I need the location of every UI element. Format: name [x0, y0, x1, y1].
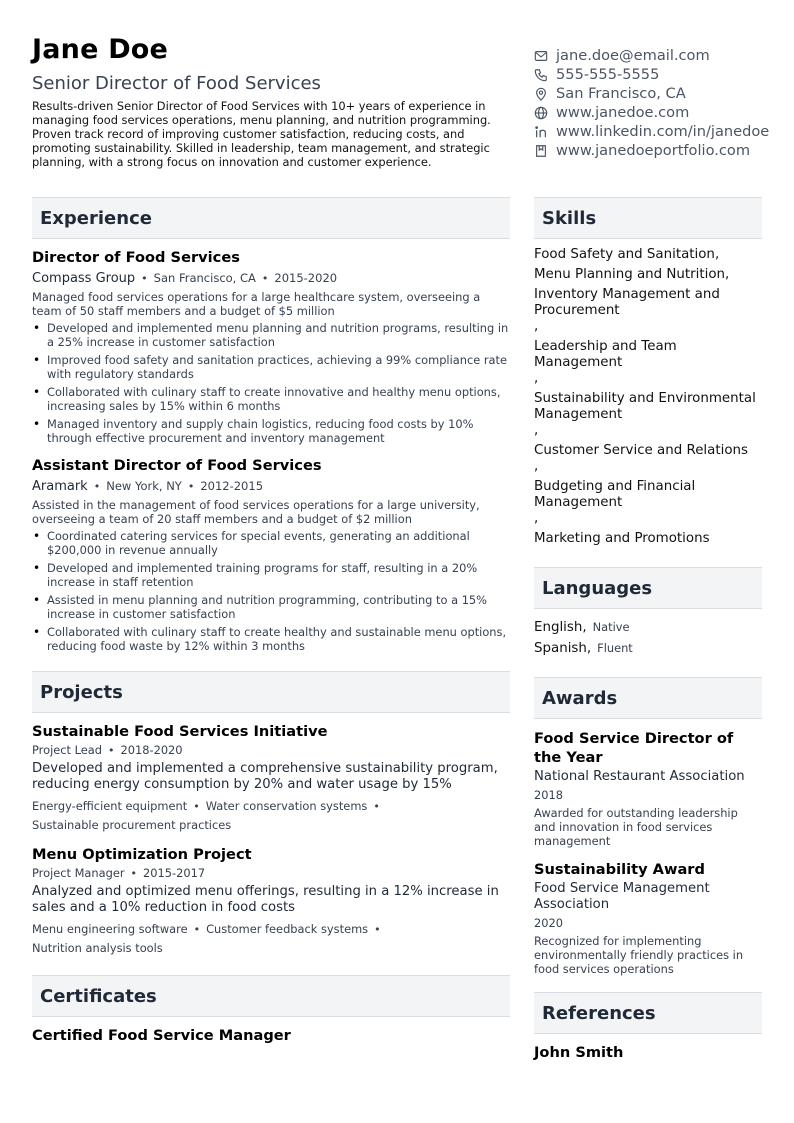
skill-separator: , [534, 511, 539, 526]
project-title: Sustainable Food Services Initiative [32, 723, 328, 740]
project-tag: Water conservation systems [205, 799, 368, 813]
project-description: Developed and implemented a comprehensive sustainability program, reducing energy consumption by 20% and water usage by 15% [32, 761, 498, 792]
job-company: Compass Group [32, 271, 136, 286]
globe-icon [534, 106, 548, 120]
language-item [534, 617, 762, 638]
experience-item [32, 249, 510, 445]
project-description: Analyzed and optimized menu offerings, resulting in a 12% increase in sales and a 10% reduction in food costs [32, 884, 499, 915]
skills-list [534, 247, 762, 547]
job-bullets [32, 529, 510, 653]
project-tag: Nutrition analysis tools [32, 941, 163, 955]
skill-item: Sustainability and Environmental Management [534, 391, 756, 422]
job-bullet: • Managed inventory and supply chain logistics, reducing food costs by 10% through effective procurement and inventory management [32, 417, 510, 445]
contact-email-text: jane.doe@email.com [556, 47, 710, 64]
languages-list [534, 617, 762, 659]
reference-name: John Smith [534, 1044, 624, 1061]
contact-list [534, 46, 769, 160]
job-bullet: • Developed and implemented training programs for staff, resulting in a 20% increase in staff retention [32, 561, 510, 589]
job-title: Assistant Director of Food Services [32, 457, 322, 474]
job-bullet: • Coordinated catering services for special events, generating an additional $200,000 in revenue annually [32, 529, 510, 557]
project-meta [32, 866, 510, 881]
candidate-title: Senior Director of Food Services [32, 73, 321, 94]
job-bullet: • Collaborated with culinary staff to create innovative and healthy menu options, increasing sales by 15% within 6 months [32, 385, 510, 413]
project-dates: 2015-2017 [143, 866, 206, 880]
language-level: Native [592, 620, 630, 634]
job-location: New York, NY [106, 479, 182, 493]
award-organization: Food Service Management Association [534, 881, 710, 912]
skill-separator: , [534, 319, 539, 334]
certificate-item: Certified Food Service Manager [32, 1027, 291, 1044]
candidate-name: Jane Doe [32, 34, 169, 65]
award-description: Recognized for implementing environmentally friendly practices in food services operations [534, 934, 744, 976]
project-dates: 2018-2020 [120, 743, 183, 757]
skill-item: Food Safety and Sanitation, [534, 247, 720, 262]
contact-linkedin[interactable] [534, 122, 769, 141]
job-description: Managed food services operations for a large healthcare system, overseeing a team of 50 staff members and a budget of $5 million [32, 290, 481, 318]
project-tag: Energy-efficient equipment [32, 799, 188, 813]
job-bullet: • Improved food safety and sanitation practices, achieving a 99% compliance rate with regulatory standards [32, 353, 510, 381]
contact-email[interactable] [534, 46, 769, 65]
contact-portfolio-text: www.janedoeportfolio.com [556, 142, 751, 159]
award-organization: National Restaurant Association [534, 769, 745, 784]
skill-separator: , [534, 459, 539, 474]
linkedin-icon [534, 125, 548, 139]
portfolio-icon [534, 144, 548, 158]
project-tag: Customer feedback systems [206, 922, 369, 936]
award-title: Sustainability Award [534, 861, 705, 878]
project-role: Project Manager [32, 866, 125, 880]
job-meta [32, 270, 510, 287]
right-column [534, 197, 762, 1062]
contact-website-text: www.janedoe.com [556, 104, 690, 121]
references-heading: References [534, 992, 762, 1034]
project-meta [32, 743, 510, 758]
separator-dot: • [374, 923, 381, 936]
separator-dot: • [107, 744, 115, 757]
job-dates: 2012-2015 [200, 479, 264, 493]
contact-phone-text: 555-555-5555 [556, 66, 660, 83]
job-title: Director of Food Services [32, 249, 240, 266]
skill-item: Inventory Management and Procurement [534, 287, 720, 318]
project-item [32, 723, 510, 834]
contact-location [534, 84, 769, 103]
experience-item [32, 457, 510, 653]
job-bullet: • Assisted in menu planning and nutrition programming, contributing to a 15% increase in customer satisfaction [32, 593, 510, 621]
job-description: Assisted in the management of food services operations for a large university, overseeing a team of 20 staff members and a budget of $2 million [32, 498, 480, 526]
certificates-heading: Certificates [32, 975, 510, 1017]
job-meta [32, 478, 510, 495]
award-description: Awarded for outstanding leadership and innovation in food services management [534, 806, 738, 848]
award-item [534, 729, 762, 848]
experience-heading: Experience [32, 197, 510, 239]
separator-dot: • [373, 800, 380, 813]
award-year: 2020 [534, 916, 563, 930]
contact-linkedin-text: www.linkedin.com/in/janedoe [556, 123, 770, 140]
separator-dot: • [261, 272, 269, 285]
skill-separator: , [534, 423, 539, 438]
job-bullets [32, 321, 510, 445]
project-title: Menu Optimization Project [32, 846, 252, 863]
phone-icon [534, 68, 548, 82]
language-item [534, 638, 762, 659]
skill-item: Customer Service and Relations [534, 443, 748, 458]
project-tag: Menu engineering software [32, 922, 188, 936]
job-bullet: • Collaborated with culinary staff to create healthy and sustainable menu options, reducing food waste by 12% within 3 months [32, 625, 510, 653]
languages-heading: Languages [534, 567, 762, 609]
separator-dot: • [193, 800, 200, 813]
skill-item: Budgeting and Financial Management [534, 479, 696, 510]
separator-dot: • [141, 272, 148, 285]
language-name: English, [534, 620, 587, 635]
project-role: Project Lead [32, 743, 102, 757]
location-icon [534, 87, 548, 101]
skill-item: Leadership and Team Management [534, 339, 677, 370]
email-icon [534, 49, 548, 63]
separator-dot: • [130, 867, 138, 880]
skill-separator: , [534, 371, 539, 386]
job-location: San Francisco, CA [153, 271, 256, 285]
separator-dot: • [187, 480, 195, 493]
project-tags [32, 920, 510, 957]
skills-heading: Skills [534, 197, 762, 239]
contact-location-text: San Francisco, CA [556, 85, 686, 102]
language-level: Fluent [597, 641, 633, 655]
award-year: 2018 [534, 788, 563, 802]
skill-item: Menu Planning and Nutrition, [534, 267, 730, 282]
job-dates: 2015-2020 [274, 271, 338, 285]
language-name: Spanish, [534, 641, 592, 656]
award-item [534, 860, 762, 976]
separator-dot: • [193, 923, 201, 936]
project-item [32, 846, 510, 957]
project-tags [32, 797, 510, 834]
projects-heading: Projects [32, 671, 510, 713]
contact-phone[interactable] [534, 65, 769, 84]
award-title: Food Service Director of the Year [534, 730, 734, 766]
left-column [32, 197, 510, 1045]
contact-website[interactable] [534, 103, 769, 122]
project-tag: Sustainable procurement practices [32, 818, 232, 832]
skill-item: Marketing and Promotions [534, 531, 710, 546]
job-bullet: • Developed and implemented menu planning and nutrition programs, resulting in a 25% increase in customer satisfaction [32, 321, 510, 349]
separator-dot: • [93, 480, 101, 493]
job-company: Aramark [32, 479, 88, 494]
contact-portfolio[interactable] [534, 141, 769, 160]
summary: Results-driven Senior Director of Food Services with 10+ years of experience in managing food services operations, menu planning, and nutrition programming. Proven track record of improving customer satisfaction, reducing costs, and promoting sustainability. Skilled in leadership, team management, and strategic planning, with a strong focus on innovation and customer experience. [32, 99, 491, 169]
awards-heading: Awards [534, 677, 762, 719]
